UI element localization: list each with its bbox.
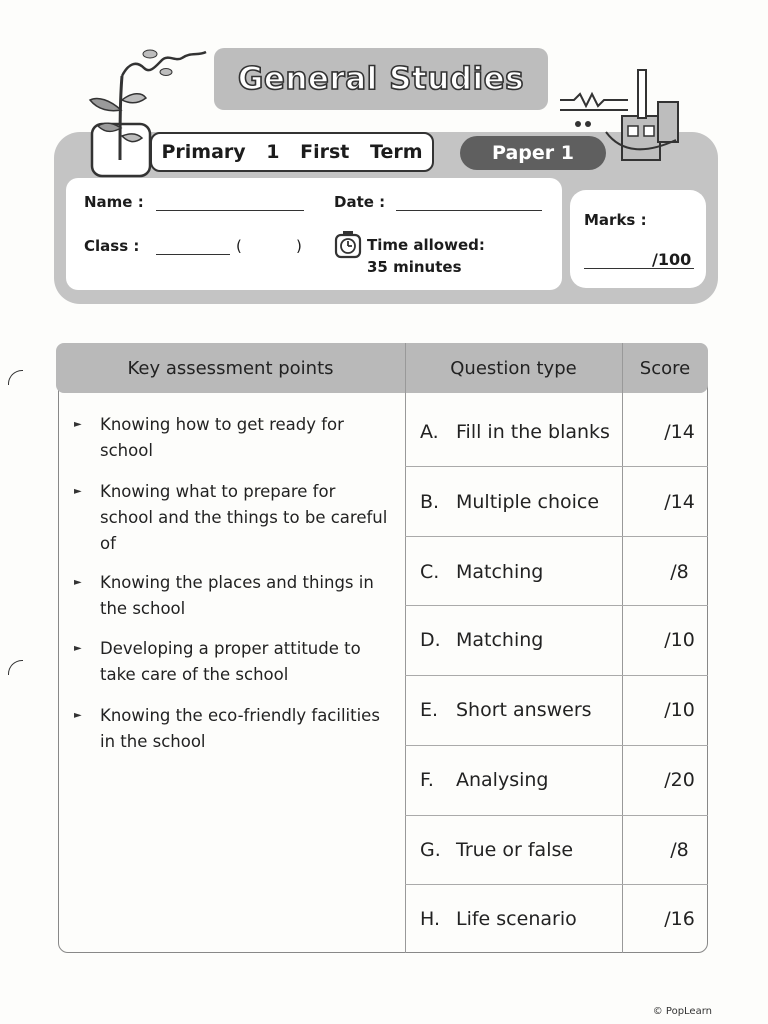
key-point-text: Knowing what to prepare for school and the things to be careful of: [100, 482, 388, 553]
question-letter: B.: [420, 491, 440, 513]
key-point-item: [74, 636, 392, 688]
question-letter: D.: [420, 629, 441, 651]
question-type-cell: [406, 397, 622, 467]
question-letter: C.: [420, 561, 440, 583]
key-point-text: Developing a proper attitude to take care of the school: [100, 639, 361, 684]
key-point-item: [74, 703, 392, 755]
key-point-item: [74, 479, 392, 557]
question-letter: A.: [420, 421, 439, 443]
binder-hole-mark: [8, 370, 23, 385]
question-type-cell: [406, 675, 622, 745]
date-field[interactable]: [396, 210, 542, 211]
class-number-paren-open: (: [236, 237, 242, 255]
key-point-text: Knowing the eco-friendly facilities in the school: [100, 706, 380, 751]
question-type-cell: [406, 884, 622, 954]
score-cell: /8: [670, 561, 689, 583]
question-type: Multiple choice: [456, 491, 600, 513]
question-type: Analysing: [456, 769, 549, 791]
score-cell: /10: [664, 629, 695, 651]
time-allowed: [367, 234, 485, 278]
term-label: Primary 1 First Term: [150, 132, 434, 172]
bullet-arrow-icon: ►: [74, 486, 82, 497]
question-type-cell: [406, 537, 622, 607]
date-label: Date :: [334, 193, 386, 211]
paper-badge: Paper 1: [460, 136, 606, 170]
question-type: Fill in the blanks: [456, 421, 610, 443]
question-letter: F.: [420, 769, 434, 791]
page-title: General Studies: [237, 61, 525, 97]
bullet-arrow-icon: ►: [74, 577, 82, 588]
marks-label: Marks :: [584, 211, 647, 229]
score-cell: /8: [670, 839, 689, 861]
score-cell: /16: [664, 908, 695, 930]
question-type-cell: [406, 605, 622, 675]
header-key-points: Key assessment points: [127, 357, 334, 379]
class-field[interactable]: [156, 254, 230, 255]
header-score: Score: [639, 357, 691, 379]
score-cell: /14: [664, 491, 695, 513]
score-cell: /20: [664, 769, 695, 791]
question-type-cell: [406, 467, 622, 537]
name-field[interactable]: [156, 210, 304, 211]
score-cell: /10: [664, 699, 695, 721]
key-point-item: [74, 570, 392, 622]
question-letter: H.: [420, 908, 440, 930]
bullet-arrow-icon: ►: [74, 419, 82, 430]
time-allowed-label: Time allowed:: [367, 236, 485, 254]
class-label: Class :: [84, 237, 140, 255]
class-number-paren-close: ): [296, 237, 302, 255]
question-type-cell: [406, 815, 622, 885]
time-allowed-value: 35 minutes: [367, 258, 462, 276]
question-type: True or false: [456, 839, 574, 861]
bullet-arrow-icon: ►: [74, 710, 82, 721]
question-letter: E.: [420, 699, 439, 721]
marks-panel: [570, 190, 706, 288]
marks-total: /100: [652, 250, 692, 269]
question-type-cell: [406, 745, 622, 815]
score-cell: /14: [664, 421, 695, 443]
name-label: Name :: [84, 193, 144, 211]
header-question-type: Question type: [450, 357, 577, 379]
question-type: Matching: [456, 561, 544, 583]
question-letter: G.: [420, 839, 441, 861]
binder-hole-mark: [8, 660, 23, 675]
key-point-text: Knowing the places and things in the school: [100, 573, 374, 618]
question-type: Matching: [456, 629, 544, 651]
bullet-arrow-icon: ►: [74, 643, 82, 654]
stopwatch-icon: [334, 230, 362, 260]
question-type: Short answers: [456, 699, 592, 721]
copyright-text: © PopLearn: [652, 1006, 712, 1017]
question-type: Life scenario: [456, 908, 577, 930]
key-point-text: Knowing how to get ready for school: [100, 415, 344, 460]
key-point-item: [74, 412, 392, 464]
